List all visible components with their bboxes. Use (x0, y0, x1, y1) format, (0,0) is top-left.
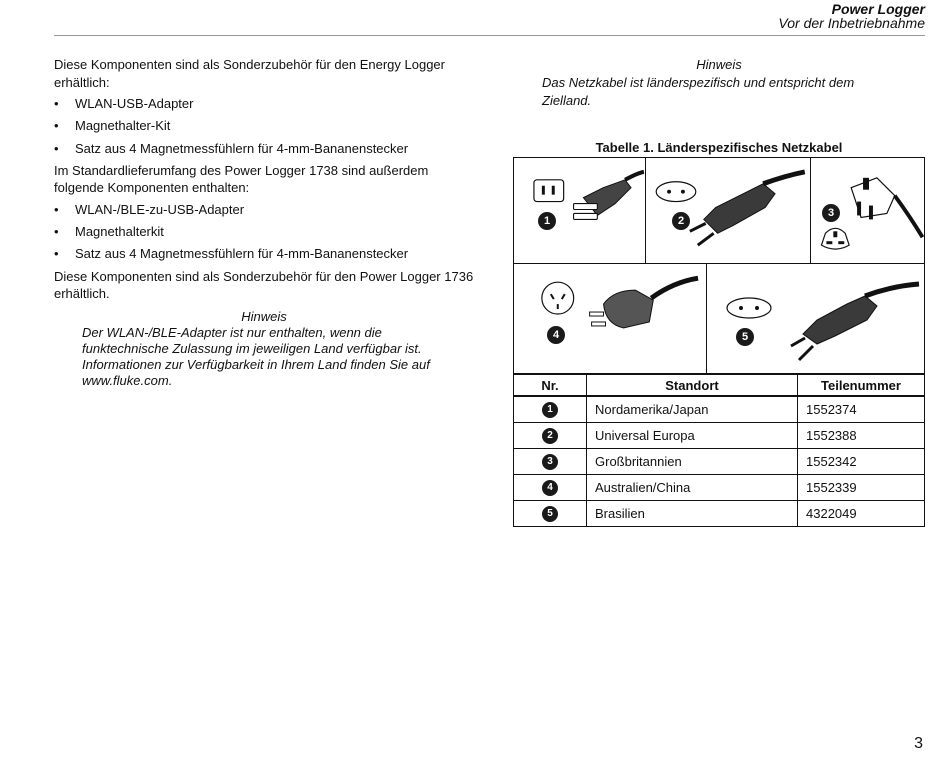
intro-paragraph: Diese Komponenten sind als Sonderzubehör für den Energy Logger erhältlich: (54, 57, 445, 90)
right-note-text: Das Netzkabel ist länderspezifisch und entspricht dem Zielland. (542, 75, 855, 108)
standort-cell: Australien/China (587, 475, 798, 501)
column-header-standort: Standort (587, 375, 798, 397)
row-number-badge: 1 (542, 402, 558, 418)
teilenummer-cell: 4322049 (798, 501, 925, 527)
table-row (514, 396, 925, 423)
note-heading: Hinweis (241, 308, 287, 324)
figure-number-2: 2 (672, 212, 690, 230)
teilenummer-cell: 1552339 (798, 475, 925, 501)
list-item: • Magnethalter-Kit (54, 117, 474, 135)
figure-cell-4 (514, 264, 707, 373)
figure-cell-3 (811, 158, 924, 264)
figure-cell-1 (514, 158, 646, 264)
page-number: 3 (914, 735, 923, 752)
list-item: • Magnethalterkit (54, 223, 474, 241)
list-item: • WLAN-USB-Adapter (54, 95, 474, 113)
standard-components-list (54, 201, 474, 263)
column-header-nr: Nr. (514, 375, 587, 397)
standort-cell: Universal Europa (587, 423, 798, 449)
table-row (514, 501, 925, 527)
figure-number-3: 3 (822, 204, 840, 222)
standort-cell: Brasilien (587, 501, 798, 527)
table-row (514, 423, 925, 449)
list-item: • WLAN-/BLE-zu-USB-Adapter (54, 201, 474, 219)
row-number-cell (514, 501, 587, 527)
header-divider (54, 35, 925, 36)
plug-eu-icon (646, 158, 810, 263)
power-cord-figure (513, 157, 925, 374)
plug-us-icon (514, 158, 645, 263)
list-item: • Satz aus 4 Magnetmessfühlern für 4-mm-Bananenstecker (54, 245, 474, 263)
column-header-teilenummer: Teilenummer (798, 375, 925, 397)
figure-cell-2 (646, 158, 811, 264)
parts-table (513, 374, 925, 527)
teilenummer-cell: 1552374 (798, 396, 925, 423)
teilenummer-cell: 1552342 (798, 449, 925, 475)
row-number-badge: 3 (542, 454, 558, 470)
plug-au-icon (514, 264, 706, 373)
optional-accessories-list (54, 95, 474, 157)
row-number-cell (514, 449, 587, 475)
standort-cell: Nordamerika/Japan (587, 396, 798, 423)
note-text: Der WLAN-/BLE-Adapter ist nur enthalten, wenn die funktechnische Zulassung im jeweiligen Land verfügbar ist. Informationen zur Verfügbarkeit in Ihrem Land finden Sie auf www.fluke.com. (82, 325, 430, 389)
figure-number-5: 5 (736, 328, 754, 346)
header-subtitle: Vor der Inbetriebnahme (778, 15, 925, 31)
row-number-badge: 4 (542, 480, 558, 496)
figure-cell-5 (707, 264, 924, 373)
plug-br-icon (707, 264, 924, 373)
right-note-heading: Hinweis (696, 57, 742, 72)
standard-scope-paragraph: Im Standardlieferumfang des Power Logger 1738 sind außerdem folgende Komponenten enthalten: (54, 162, 429, 196)
figure-number-1: 1 (538, 212, 556, 230)
row-number-cell (514, 475, 587, 501)
header-title: Power Logger (831, 1, 925, 17)
accessory-paragraph: Diese Komponenten sind als Sonderzubehör für den Power Logger 1736 erhältlich. (54, 268, 474, 302)
row-number-badge: 5 (542, 506, 558, 522)
table-header-row (514, 375, 925, 397)
table-title: Tabelle 1. Länderspezifisches Netzkabel (595, 140, 843, 155)
table-row (514, 475, 925, 501)
standort-cell: Großbritannien (587, 449, 798, 475)
row-number-cell (514, 396, 587, 423)
list-item: • Satz aus 4 Magnetmessfühlern für 4-mm-Bananenstecker (54, 140, 474, 158)
row-number-cell (514, 423, 587, 449)
table-row (514, 449, 925, 475)
left-column (54, 56, 474, 389)
teilenummer-cell: 1552388 (798, 423, 925, 449)
figure-number-4: 4 (547, 326, 565, 344)
row-number-badge: 2 (542, 428, 558, 444)
